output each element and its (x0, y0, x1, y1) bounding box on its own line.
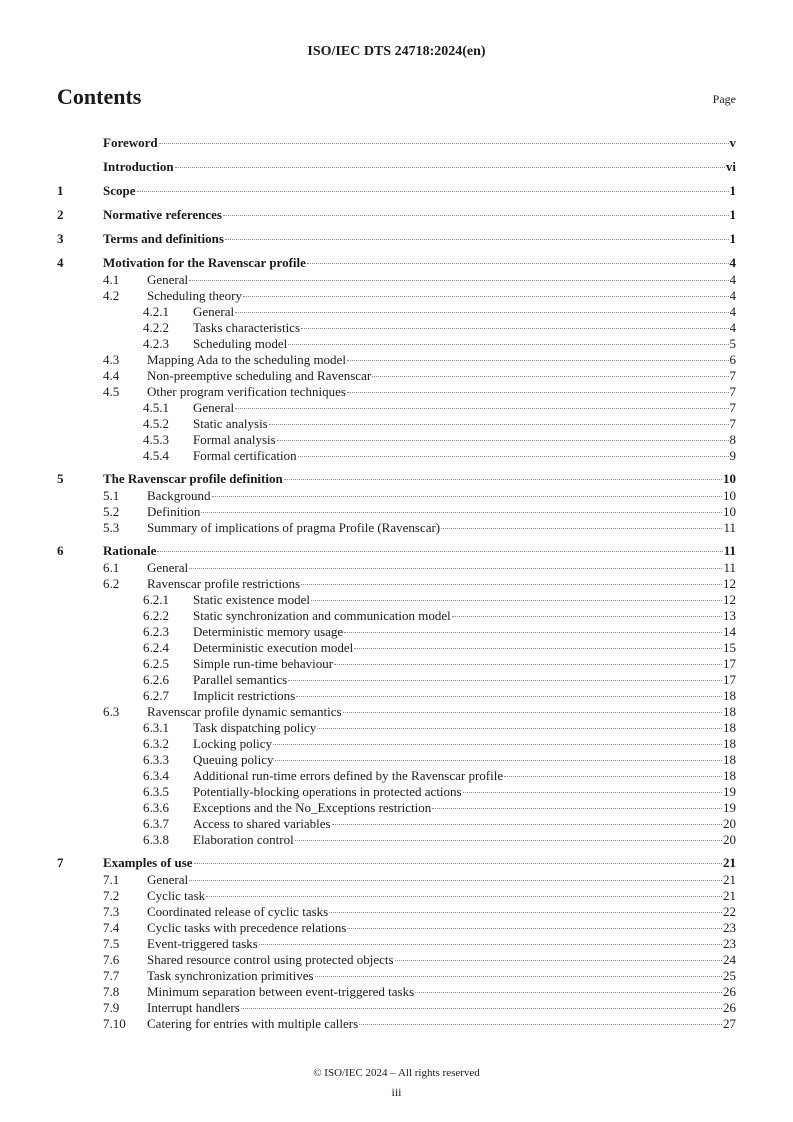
toc-entry[interactable] (57, 1016, 736, 1032)
toc-entry-page: 10 (723, 488, 736, 503)
toc-entry-page: 12 (723, 592, 736, 607)
toc-entry-page: 7 (729, 368, 736, 383)
toc-entry-title: Interrupt handlers (147, 1000, 240, 1015)
toc-entry-page: 19 (723, 800, 736, 815)
toc-entry[interactable] (57, 952, 736, 968)
toc-entry[interactable] (57, 640, 736, 656)
toc-entry-number: 7.10 (103, 1016, 126, 1031)
dot-leader (159, 143, 729, 144)
toc-entry[interactable] (57, 904, 736, 920)
toc-entry-page: 18 (723, 688, 736, 703)
toc-entry-page: 21 (723, 855, 736, 870)
toc-entry[interactable] (57, 656, 736, 672)
table-of-contents (57, 128, 736, 1032)
toc-entry[interactable] (57, 888, 736, 904)
toc-entry-page: 4 (729, 288, 736, 303)
dot-leader (235, 312, 728, 313)
toc-entry-number: 7.7 (103, 968, 120, 983)
toc-entry[interactable] (57, 608, 736, 624)
toc-entry-title: Scheduling theory (147, 288, 242, 303)
toc-entry-page: 25 (723, 968, 736, 983)
toc-entry-title: Deterministic execution model (193, 640, 354, 655)
toc-entry-title: Scheduling model (193, 336, 288, 351)
toc-entry-page: 21 (723, 888, 736, 903)
toc-entry-title: Static analysis (193, 416, 268, 431)
toc-entry[interactable] (57, 224, 736, 248)
toc-entry-page: v (729, 135, 736, 150)
toc-entry[interactable] (57, 448, 736, 464)
dot-leader (311, 600, 722, 601)
toc-entry-number: 4.5 (103, 384, 120, 399)
toc-entry-page: 10 (723, 504, 736, 519)
dot-leader (372, 376, 728, 377)
toc-entry-page: 14 (723, 624, 736, 639)
toc-entry[interactable] (57, 672, 736, 688)
dot-leader (329, 912, 722, 913)
toc-entry-number: 6.3.2 (143, 736, 169, 751)
toc-entry-page: 11 (723, 543, 736, 558)
toc-entry-title: Simple run-time behaviour (193, 656, 334, 671)
toc-entry[interactable] (57, 128, 736, 152)
toc-entry[interactable] (57, 248, 736, 272)
dot-leader (277, 440, 729, 441)
toc-entry-title: Coordinated release of cyclic tasks (147, 904, 329, 919)
toc-entry-number: 2 (57, 207, 64, 222)
dot-leader (201, 512, 722, 513)
toc-entry-page: 20 (723, 832, 736, 847)
dot-leader (452, 616, 722, 617)
toc-entry[interactable] (57, 1000, 736, 1016)
toc-entry-page: 21 (723, 872, 736, 887)
toc-entry-page: 4 (729, 255, 736, 270)
toc-entry-number: 5.2 (103, 504, 120, 519)
toc-entry-page: 13 (723, 608, 736, 623)
dot-leader (334, 664, 722, 665)
toc-entry-title: Catering for entries with multiple callers (147, 1016, 359, 1031)
toc-entry-number: 6.3.4 (143, 768, 169, 783)
toc-entry-page: 1 (729, 207, 736, 222)
toc-entry[interactable] (57, 688, 736, 704)
toc-entry-number: 4.2.1 (143, 304, 169, 319)
toc-entry[interactable] (57, 576, 736, 592)
dot-leader (284, 479, 722, 480)
dot-leader (275, 760, 722, 761)
toc-entry-title: Summary of implications of pragma Profile (Ravenscar) (147, 520, 441, 535)
dot-leader (441, 528, 722, 529)
toc-entry[interactable] (57, 536, 736, 560)
toc-entry-number: 6 (57, 543, 64, 558)
toc-entry-page: vi (725, 159, 736, 174)
toc-entry-page: 23 (723, 936, 736, 951)
toc-entry-title: Task synchronization primitives (147, 968, 314, 983)
toc-entry[interactable] (57, 624, 736, 640)
toc-entry-page: 6 (729, 352, 736, 367)
toc-entry-title: General (193, 304, 235, 319)
dot-leader (269, 424, 729, 425)
toc-entry-page: 10 (723, 471, 736, 486)
dot-leader (273, 744, 722, 745)
toc-entry-page: 19 (723, 784, 736, 799)
toc-entry-page: 4 (729, 320, 736, 335)
toc-entry[interactable] (57, 968, 736, 984)
toc-entry-title: Normative references (103, 207, 222, 222)
toc-entry-number: 4.5.2 (143, 416, 169, 431)
toc-entry-title: Cyclic task (147, 888, 206, 903)
toc-entry-page: 24 (723, 952, 736, 967)
toc-entry[interactable] (57, 272, 736, 288)
toc-entry-title: Rationale (103, 543, 157, 558)
dot-leader (194, 863, 722, 864)
toc-entry-number: 6.2.2 (143, 608, 169, 623)
dot-leader (189, 280, 728, 281)
page-number: iii (391, 1085, 402, 1099)
toc-entry-title: Implicit restrictions (193, 688, 296, 703)
copyright-footer: © ISO/IEC 2024 – All rights reserved (313, 1067, 480, 1079)
dot-leader (157, 551, 722, 552)
toc-entry-number: 7.6 (103, 952, 120, 967)
dot-leader (347, 392, 729, 393)
page-column-label: Page (712, 92, 736, 106)
toc-entry-page: 26 (723, 1000, 736, 1015)
toc-entry[interactable] (57, 704, 736, 720)
toc-entry[interactable] (57, 200, 736, 224)
toc-entry-number: 6.3.1 (143, 720, 169, 735)
toc-entry[interactable] (57, 432, 736, 448)
toc-entry-title: Potentially-blocking operations in protected actions (193, 784, 462, 799)
toc-entry-page: 7 (729, 400, 736, 415)
toc-entry-page: 11 (723, 560, 736, 575)
toc-entry-page: 17 (723, 672, 736, 687)
toc-entry-title: Access to shared variables (193, 816, 331, 831)
toc-entry-title: General (147, 872, 189, 887)
toc-entry-number: 4.5.1 (143, 400, 169, 415)
toc-entry-number: 6.3.8 (143, 832, 169, 847)
toc-entry-number: 6.2 (103, 576, 120, 591)
toc-entry-page: 5 (729, 336, 736, 351)
toc-entry-number: 7.4 (103, 920, 120, 935)
toc-entry-title: Cyclic tasks with precedence relations (147, 920, 347, 935)
toc-entry-title: Static synchronization and communication model (193, 608, 451, 623)
toc-entry-page: 1 (729, 231, 736, 246)
toc-entry-title: Ravenscar profile dynamic semantics (147, 704, 342, 719)
toc-entry-page: 15 (723, 640, 736, 655)
toc-entry-title: Background (147, 488, 211, 503)
toc-entry[interactable] (57, 400, 736, 416)
dot-leader (241, 1008, 722, 1009)
toc-entry-number: 6.2.7 (143, 688, 169, 703)
dot-leader (432, 808, 722, 809)
toc-entry-page: 17 (723, 656, 736, 671)
dot-leader (296, 696, 722, 697)
toc-entry-title: Event-triggered tasks (147, 936, 258, 951)
toc-entry-title: Task dispatching policy (193, 720, 317, 735)
toc-entry-number: 5.3 (103, 520, 120, 535)
toc-entry[interactable] (57, 984, 736, 1000)
toc-entry-number: 1 (57, 183, 64, 198)
toc-entry[interactable] (57, 872, 736, 888)
toc-entry[interactable] (57, 288, 736, 304)
toc-entry-number: 7.8 (103, 984, 120, 999)
toc-entry-number: 6.2.1 (143, 592, 169, 607)
dot-leader (235, 408, 728, 409)
toc-entry-title: General (147, 560, 189, 575)
toc-entry-number: 6.2.4 (143, 640, 169, 655)
toc-entry-title: Tasks characteristics (193, 320, 301, 335)
toc-entry-page: 7 (729, 384, 736, 399)
toc-entry-number: 4.2.2 (143, 320, 169, 335)
toc-entry-title: Exceptions and the No_Exceptions restriction (193, 800, 432, 815)
dot-leader (288, 344, 728, 345)
toc-entry-number: 4.5.3 (143, 432, 169, 447)
toc-entry[interactable] (57, 736, 736, 752)
toc-entry-number: 6.3.5 (143, 784, 169, 799)
toc-entry-title: Shared resource control using protected objects (147, 952, 394, 967)
toc-entry-page: 27 (723, 1016, 736, 1031)
toc-entry-page: 22 (723, 904, 736, 919)
toc-entry[interactable] (57, 464, 736, 488)
toc-entry-title: The Ravenscar profile definition (103, 471, 283, 486)
toc-entry[interactable] (57, 800, 736, 816)
dot-leader (354, 648, 722, 649)
toc-entry-number: 7.5 (103, 936, 120, 951)
toc-entry-number: 4.2 (103, 288, 120, 303)
toc-entry[interactable] (57, 336, 736, 352)
dot-leader (301, 584, 722, 585)
toc-entry-title: Locking policy (193, 736, 273, 751)
dot-leader (347, 928, 722, 929)
toc-entry-title: Foreword (103, 135, 158, 150)
toc-entry-title: General (147, 272, 189, 287)
toc-entry-number: 6.3 (103, 704, 120, 719)
dot-leader (315, 976, 722, 977)
toc-entry[interactable] (57, 488, 736, 504)
toc-entry-page: 18 (723, 736, 736, 751)
dot-leader (243, 296, 729, 297)
toc-entry[interactable] (57, 520, 736, 536)
toc-entry[interactable] (57, 768, 736, 784)
dot-leader (175, 167, 725, 168)
dot-leader (344, 632, 722, 633)
toc-entry-page: 18 (723, 768, 736, 783)
dot-leader (359, 1024, 722, 1025)
toc-entry[interactable] (57, 592, 736, 608)
toc-entry-page: 18 (723, 752, 736, 767)
dot-leader (223, 215, 729, 216)
toc-entry-page: 1 (729, 183, 736, 198)
toc-entry[interactable] (57, 320, 736, 336)
toc-entry-title: Terms and definitions (103, 231, 224, 246)
toc-entry-title: Deterministic memory usage (193, 624, 344, 639)
toc-entry-title: Ravenscar profile restrictions (147, 576, 301, 591)
dot-leader (189, 880, 722, 881)
toc-entry-title: Scope (103, 183, 136, 198)
toc-entry[interactable] (57, 352, 736, 368)
dot-leader (189, 568, 722, 569)
toc-entry[interactable] (57, 752, 736, 768)
dot-leader (332, 824, 722, 825)
toc-entry-page: 7 (729, 416, 736, 431)
toc-entry-title: Parallel semantics (193, 672, 288, 687)
toc-entry-page: 4 (729, 304, 736, 319)
dot-leader (212, 496, 722, 497)
toc-entry-number: 4 (57, 255, 64, 270)
toc-entry-number: 6.2.6 (143, 672, 169, 687)
dot-leader (301, 328, 728, 329)
toc-entry-page: 11 (723, 520, 736, 535)
toc-entry-title: Queuing policy (193, 752, 274, 767)
toc-entry-number: 5 (57, 471, 64, 486)
toc-entry-number: 4.4 (103, 368, 120, 383)
toc-entry-title: Elaboration control (193, 832, 294, 847)
toc-entry[interactable] (57, 848, 736, 872)
toc-entry[interactable] (57, 504, 736, 520)
dot-leader (415, 992, 722, 993)
toc-entry-number: 5.1 (103, 488, 120, 503)
toc-entry-title: Minimum separation between event-triggered tasks (147, 984, 415, 999)
toc-entry-number: 6.3.7 (143, 816, 169, 831)
toc-entry-number: 6.3.3 (143, 752, 169, 767)
toc-entry-page: 8 (729, 432, 736, 447)
page-title: Contents (57, 84, 142, 109)
toc-entry-number: 6.1 (103, 560, 120, 575)
toc-entry-page: 20 (723, 816, 736, 831)
toc-entry-number: 4.2.3 (143, 336, 169, 351)
toc-entry-title: General (193, 400, 235, 415)
toc-entry-number: 4.1 (103, 272, 120, 287)
toc-entry-number: 7 (57, 855, 64, 870)
dot-leader (206, 896, 722, 897)
toc-entry[interactable] (57, 720, 736, 736)
toc-entry-number: 3 (57, 231, 64, 246)
toc-entry[interactable] (57, 816, 736, 832)
dot-leader (259, 944, 722, 945)
toc-entry-title: Motivation for the Ravenscar profile (103, 255, 306, 270)
dot-leader (504, 776, 722, 777)
toc-entry-title: Examples of use (103, 855, 193, 870)
toc-entry-number: 4.3 (103, 352, 120, 367)
toc-entry-number: 7.2 (103, 888, 120, 903)
dot-leader (307, 263, 729, 264)
toc-entry-title: Static existence model (193, 592, 310, 607)
toc-entry-title: Introduction (103, 159, 174, 174)
toc-entry-page: 26 (723, 984, 736, 999)
toc-entry[interactable] (57, 560, 736, 576)
toc-entry[interactable] (57, 416, 736, 432)
toc-entry-page: 23 (723, 920, 736, 935)
toc-entry[interactable] (57, 832, 736, 848)
toc-entry[interactable] (57, 176, 736, 200)
toc-entry-number: 7.9 (103, 1000, 120, 1015)
toc-entry[interactable] (57, 920, 736, 936)
dot-leader (225, 239, 729, 240)
toc-entry-number: 4.5.4 (143, 448, 169, 463)
toc-entry-page: 4 (729, 272, 736, 287)
toc-entry-number: 7.3 (103, 904, 120, 919)
toc-entry-title: Other program verification techniques (147, 384, 346, 399)
toc-entry-title: Mapping Ada to the scheduling model (147, 352, 346, 367)
dot-leader (137, 191, 729, 192)
dot-leader (295, 840, 722, 841)
dot-leader (463, 792, 722, 793)
dot-leader (288, 680, 722, 681)
toc-entry[interactable] (57, 784, 736, 800)
toc-entry-number: 6.3.6 (143, 800, 169, 815)
toc-entry-page: 9 (729, 448, 736, 463)
dot-leader (343, 712, 722, 713)
toc-entry-title: Formal analysis (193, 432, 276, 447)
dot-leader (317, 728, 722, 729)
document-header: ISO/IEC DTS 24718:2024(en) (307, 44, 486, 59)
toc-entry[interactable] (57, 384, 736, 400)
toc-entry-title: Non-preemptive scheduling and Ravenscar (147, 368, 372, 383)
toc-entry-title: Definition (147, 504, 201, 519)
toc-entry[interactable] (57, 936, 736, 952)
toc-entry-title: Formal certification (193, 448, 297, 463)
dot-leader (395, 960, 722, 961)
toc-entry-page: 12 (723, 576, 736, 591)
toc-entry-title: Additional run-time errors defined by the Ravenscar profile (193, 768, 504, 783)
toc-entry[interactable] (57, 368, 736, 384)
dot-leader (347, 360, 729, 361)
toc-entry-number: 7.1 (103, 872, 120, 887)
toc-entry[interactable] (57, 152, 736, 176)
toc-entry-number: 6.2.3 (143, 624, 169, 639)
toc-entry[interactable] (57, 304, 736, 320)
toc-entry-number: 6.2.5 (143, 656, 169, 671)
toc-entry-page: 18 (723, 704, 736, 719)
dot-leader (298, 456, 729, 457)
toc-entry-page: 18 (723, 720, 736, 735)
